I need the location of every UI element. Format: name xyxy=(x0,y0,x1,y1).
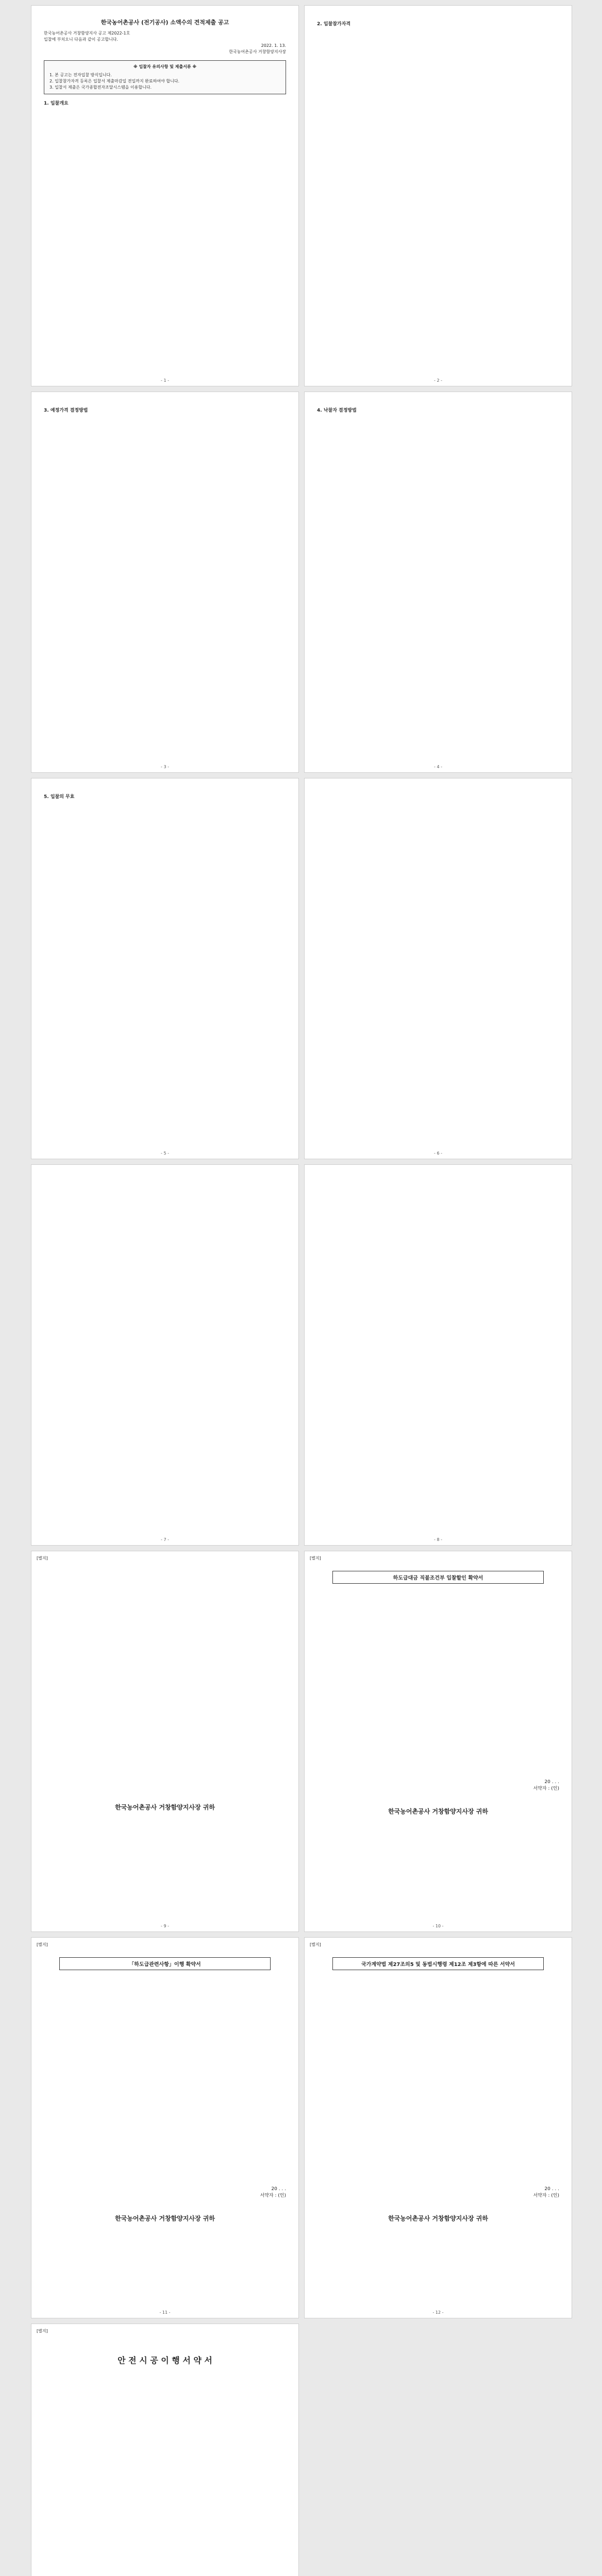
form-label: [별지] xyxy=(37,1556,48,1561)
section-heading: 2. 입찰참가자격 xyxy=(317,22,350,27)
pledge-date: 20 . . . xyxy=(271,2187,286,2192)
notice-issuer: 한국농어촌공사 거창함양지사장 xyxy=(229,49,286,54)
fairness-date: 20 . . . xyxy=(544,1780,559,1785)
notice-date: 2022. 1. 13. xyxy=(261,43,286,48)
notice-page-7 xyxy=(31,1164,299,1546)
page-number: - 4 - xyxy=(434,765,442,769)
page-number: - 8 - xyxy=(434,1537,442,1542)
section-heading: 4. 낙찰자 결정방법 xyxy=(317,408,357,413)
form-label: [별지] xyxy=(37,1942,48,1947)
page-number: - 10 - xyxy=(432,1924,444,1928)
fairness-signer: 서약자 : (인) xyxy=(533,1786,559,1791)
pledge-title: 「하도급관련사항」이행 확약서 xyxy=(59,1957,271,1970)
fairness-recipient: 한국농어촌공사 거창함양지사장 귀하 xyxy=(388,1808,488,1815)
notice-page-5 xyxy=(31,778,299,1159)
caution-box-title: ※ 입찰자 유의사항 및 제출서류 ※ xyxy=(133,64,197,69)
law-date: 20 . . . xyxy=(544,2187,559,2192)
notice-title: 한국농어촌공사 (전기공사) 소액수의 견적제출 공고 xyxy=(101,19,229,26)
caution-item-3: 3. 입찰서 제출은 국가종합전자조달시스템을 이용합니다. xyxy=(49,85,152,90)
form-label: [별지] xyxy=(37,2329,48,2333)
notice-page-2 xyxy=(304,5,572,386)
notice-caution-box xyxy=(44,60,286,94)
notice-page-8 xyxy=(304,1164,572,1546)
notice-page-3 xyxy=(31,392,299,773)
notice-page-1 xyxy=(31,5,299,386)
safety-pledge-page xyxy=(31,2324,299,2576)
law-signer: 서약자 : (인) xyxy=(533,2193,559,2198)
fairness-title: 하도급대금 직불조건부 입찰할인 확약서 xyxy=(332,1571,544,1584)
page-number: - 3 - xyxy=(161,765,169,769)
notice-page-4 xyxy=(304,392,572,773)
law-org: 한국농어촌공사 거창함양지사장 귀하 xyxy=(388,2215,488,2222)
page-number: - 5 - xyxy=(161,1151,169,1156)
pledge-signer: 서약자 : (인) xyxy=(260,2193,286,2198)
form-label: [별지] xyxy=(310,1556,321,1561)
page-number: - 9 - xyxy=(161,1924,169,1928)
page-number: - 2 - xyxy=(434,378,442,383)
law-title: 국가계약법 제27조의5 및 동법시행령 제12조 제3항에 따른 서약서 xyxy=(332,1957,544,1970)
page-number: - 7 - xyxy=(161,1537,169,1542)
caution-item-1: 1. 본 공고는 전자입찰 방식입니다. xyxy=(49,73,112,77)
fairness-org: 한국농어촌공사 거창함양지사장 귀하 xyxy=(115,1804,215,1811)
page-number: - 1 - xyxy=(161,378,169,383)
subcontract-pledge-page xyxy=(31,1937,299,2318)
caution-item-2: 2. 입찰참가자격 등록은 입찰서 제출마감일 전일까지 완료하여야 합니다. xyxy=(49,79,180,83)
pledge-org: 한국농어촌공사 거창함양지사장 귀하 xyxy=(115,2215,215,2222)
notice-header-2: 입찰에 부치오니 다음과 같이 공고합니다. xyxy=(44,37,119,42)
section-heading: 1. 입찰개요 xyxy=(44,101,69,106)
section-heading: 3. 예정가격 결정방법 xyxy=(44,408,88,413)
section-heading: 5. 입찰의 무효 xyxy=(44,794,75,800)
notice-page-6 xyxy=(304,778,572,1159)
fairness-form-page xyxy=(31,1551,299,1932)
safety-title: 안 전 시 공 이 행 서 약 서 xyxy=(118,2355,212,2365)
notice-header-1: 한국농어촌공사 거창함양지사 공고 제2022-1호 xyxy=(44,31,130,36)
form-label: [별지] xyxy=(310,1942,321,1947)
page-number: - 6 - xyxy=(434,1151,442,1156)
law-pledge-page xyxy=(304,1937,572,2318)
page-number: - 11 - xyxy=(159,2310,171,2315)
page-number: - 12 - xyxy=(432,2310,444,2315)
fairness-pledge-page xyxy=(304,1551,572,1932)
